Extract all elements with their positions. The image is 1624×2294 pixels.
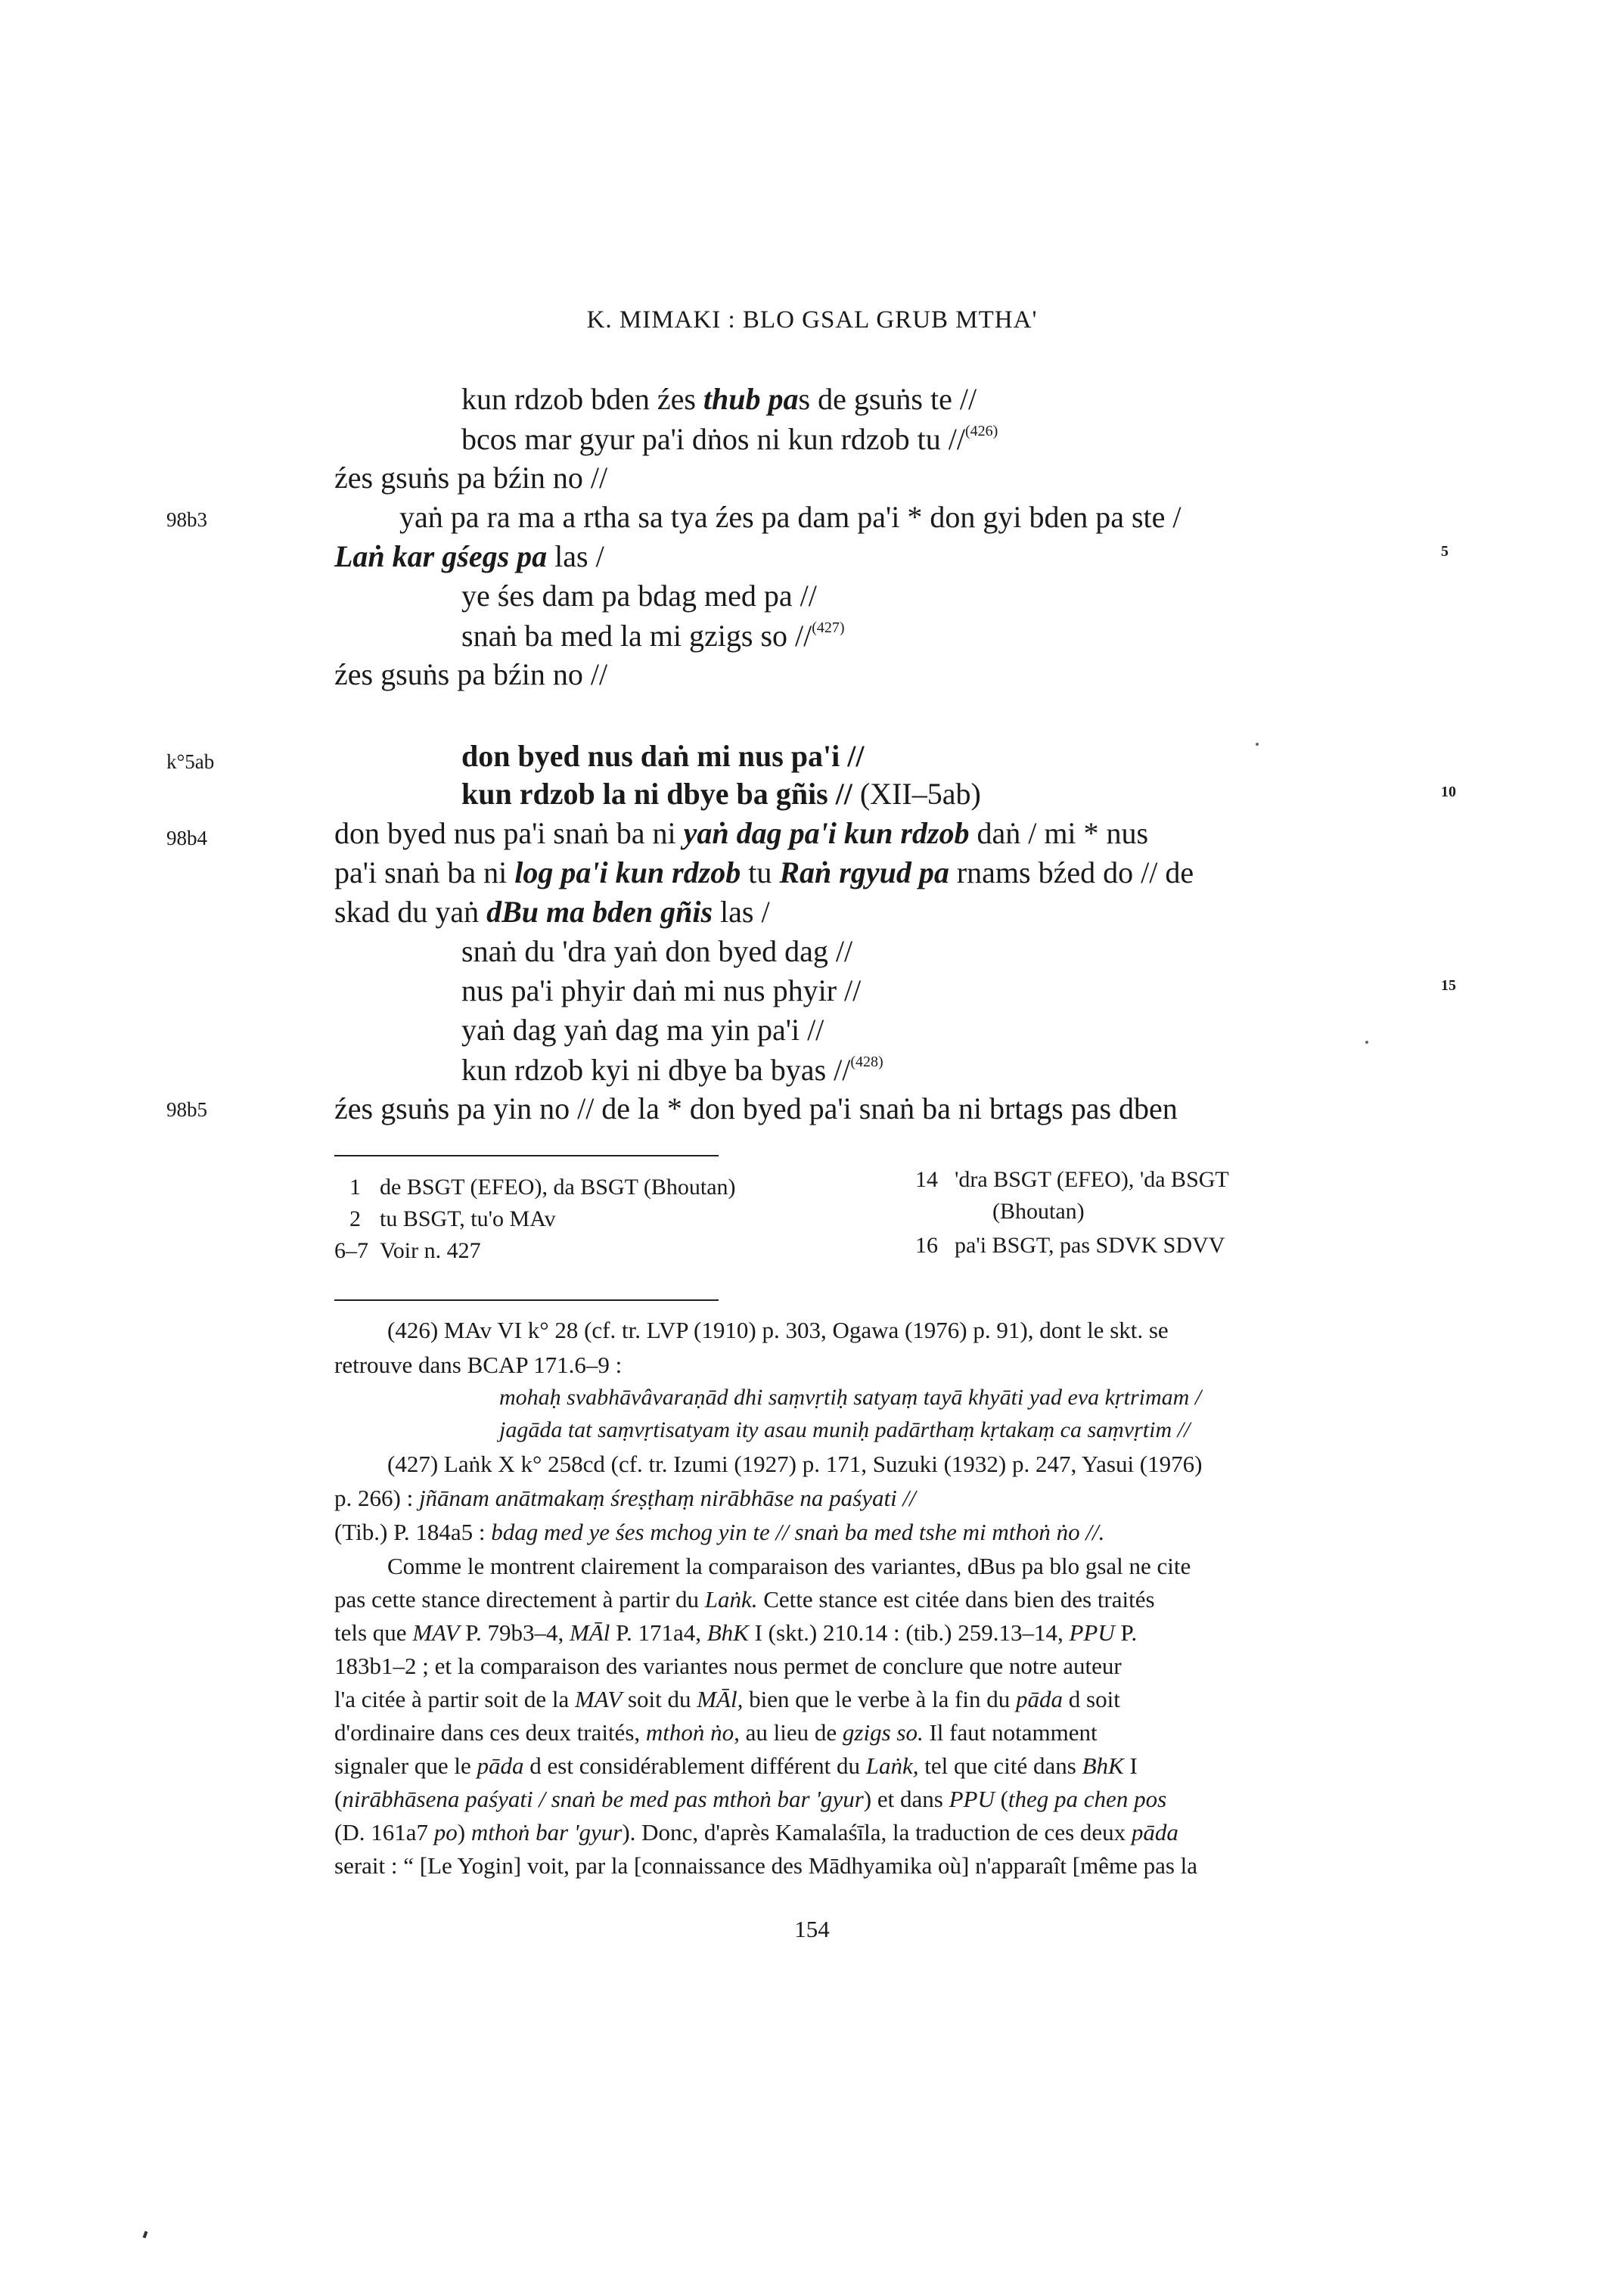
text-line-4: yaṅ pa ra ma a rtha sa tya źes pa dam pa'i * don gyi bden pa ste /: [399, 500, 1182, 534]
variant-3: 6–7 Voir n. 427: [334, 1238, 481, 1263]
footnote-426-line-2: retrouve dans BCAP 171.6–9 :: [334, 1352, 623, 1378]
text-line-7: snaṅ ba med la mi gzigs so //$^{(427)}$: [461, 619, 845, 653]
footnote-427-line-11: (nirābhāsena paśyati / snaṅ be med pas mthoṅ bar 'gyur) et dans PPU (theg pa chen pos: [334, 1786, 1167, 1812]
line-number-5: 5: [1441, 543, 1449, 560]
text-line-14: snaṅ du 'dra yaṅ don byed dag //: [461, 934, 853, 968]
text-line-17: kun rdzob kyi ni dbye ba byas //$^{(428)}$: [461, 1053, 883, 1087]
text-line-15: nus pa'i phyir daṅ mi nus phyir //: [461, 973, 862, 1007]
variant-2: 2 tu BSGT, tu'o MAv: [349, 1206, 556, 1231]
margin-ref-98b5: 98b5: [166, 1098, 207, 1121]
footnote-427-line-7: 183b1–2 ; et la comparaison des variantes nous permet de conclure que notre auteur: [334, 1653, 1122, 1679]
scan-speck: [1256, 743, 1259, 746]
footnote-427-line-10: signaler que le pāda d est considérablement différent du Laṅk, tel que cité dans BhK I: [334, 1752, 1138, 1779]
footnote-427-line-9: d'ordinaire dans ces deux traités, mthoṅ ṅo, au lieu de gzigs so. Il faut notamment: [334, 1719, 1098, 1746]
line-number-15: 15: [1441, 977, 1456, 994]
sanskrit-verse-line-2: jagāda tat saṃvṛtisatyam ity asau muniḥ padārthaṃ kṛtakaṃ ca saṃvṛtim //: [499, 1417, 1191, 1442]
text-line-5: Laṅ kar gśegs pa las /: [334, 539, 604, 573]
footnote-427-line-2: p. 266) : jñānam anātmakaṃ śreṣṭhaṃ nirābhāse na paśyati //: [334, 1485, 916, 1511]
variant-4-cont: (Bhoutan): [992, 1199, 1085, 1224]
text-line-2: bcos mar gyur pa'i dṅos ni kun rdzob tu //$^{(426)}$: [461, 422, 998, 456]
footnote-427-line-12: (D. 161a7 po) mthoṅ bar 'gyur). Donc, d'après Kamalaśīla, la traduction de ces deux pāda: [334, 1819, 1178, 1845]
footnote-427-line-1: (427) Laṅk X k° 258cd (cf. tr. Izumi (1927) p. 171, Suzuki (1932) p. 247, Yasui (1976): [387, 1451, 1203, 1477]
text-line-9: don byed nus daṅ mi nus pa'i //: [461, 739, 865, 773]
text-line-13: skad du yaṅ dBu ma bden gñis las /: [334, 895, 770, 929]
variant-1: 1 de BSGT (EFEO), da BSGT (Bhoutan): [349, 1175, 736, 1200]
margin-ref-98b4: 98b4: [166, 827, 207, 849]
margin-ref-98b3: 98b3: [166, 508, 207, 531]
text-line-1: kun rdzob bden źes thub pas de gsuṅs te //: [461, 382, 977, 416]
variant-5: 16 pa'i BSGT, pas SDVK SDVV: [915, 1233, 1225, 1258]
margin-ref-k5ab: k°5ab: [166, 750, 215, 773]
footnote-427-line-5: pas cette stance directement à partir du Laṅk. Cette stance est citée dans bien des traités: [334, 1586, 1155, 1613]
text-line-12: pa'i snaṅ ba ni log pa'i kun rdzob tu Raṅ rgyud pa rnams bźed do // de: [334, 855, 1194, 889]
footnote-427-line-8: l'a citée à partir soit de la MAV soit du MĀl, bien que le verbe à la fin du pāda d soit: [334, 1686, 1120, 1712]
footnote-427-line-13: serait : “ [Le Yogin] voit, par la [connaissance des Mādhyamika où] n'apparaît [même pas la: [334, 1852, 1198, 1879]
scan-speck: [1365, 1041, 1368, 1044]
text-line-18: źes gsuṅs pa yin no // de la * don byed pa'i snaṅ ba ni brtags pas dben: [334, 1091, 1178, 1125]
text-line-16: yaṅ dag yaṅ dag ma yin pa'i //: [461, 1013, 824, 1047]
footnote-426-line-1: (426) MAv VI k° 28 (cf. tr. LVP (1910) p. 303, Ogawa (1976) p. 91), dont le skt. se: [387, 1317, 1169, 1343]
variant-4: 14 'dra BSGT (EFEO), 'da BSGT: [915, 1167, 1229, 1192]
line-number-10: 10: [1441, 784, 1456, 800]
footnote-rule: [334, 1299, 719, 1301]
footnote-427-line-4: Comme le montrent clairement la comparaison des variantes, dBus pa blo gsal ne cite: [387, 1553, 1191, 1579]
text-line-3: źes gsuṅs pa bźin no //: [334, 461, 608, 495]
text-line-11: don byed nus pa'i snaṅ ba ni yaṅ dag pa'i kun rdzob daṅ / mi * nus: [334, 816, 1149, 850]
sanskrit-verse-line-1: mohaḥ svabhāvâvaraṇād dhi saṃvṛtiḥ satyaṃ tayā khyāti yad eva kṛtrimam /: [499, 1385, 1202, 1410]
footnote-427-line-6: tels que MAV P. 79b3–4, MĀl P. 171a4, BhK I (skt.) 210.14 : (tib.) 259.13–14, PPU P.: [334, 1619, 1138, 1646]
apparatus-rule: [334, 1155, 719, 1156]
scan-speck: [143, 2231, 148, 2239]
running-header: K. MIMAKI : BLO GSAL GRUB MTHA': [586, 306, 1038, 334]
text-line-10: kun rdzob la ni dbye ba gñis // (XII–5ab): [461, 777, 981, 811]
text-line-6: ye śes dam pa bdag med pa //: [461, 579, 817, 613]
text-line-8: źes gsuṅs pa bźin no //: [334, 657, 608, 691]
footnote-427-line-3: (Tib.) P. 184a5 : bdag med ye śes mchog yin te // snaṅ ba med tshe mi mthoṅ ṅo //.: [334, 1519, 1105, 1545]
page-number: 154: [794, 1916, 830, 1942]
